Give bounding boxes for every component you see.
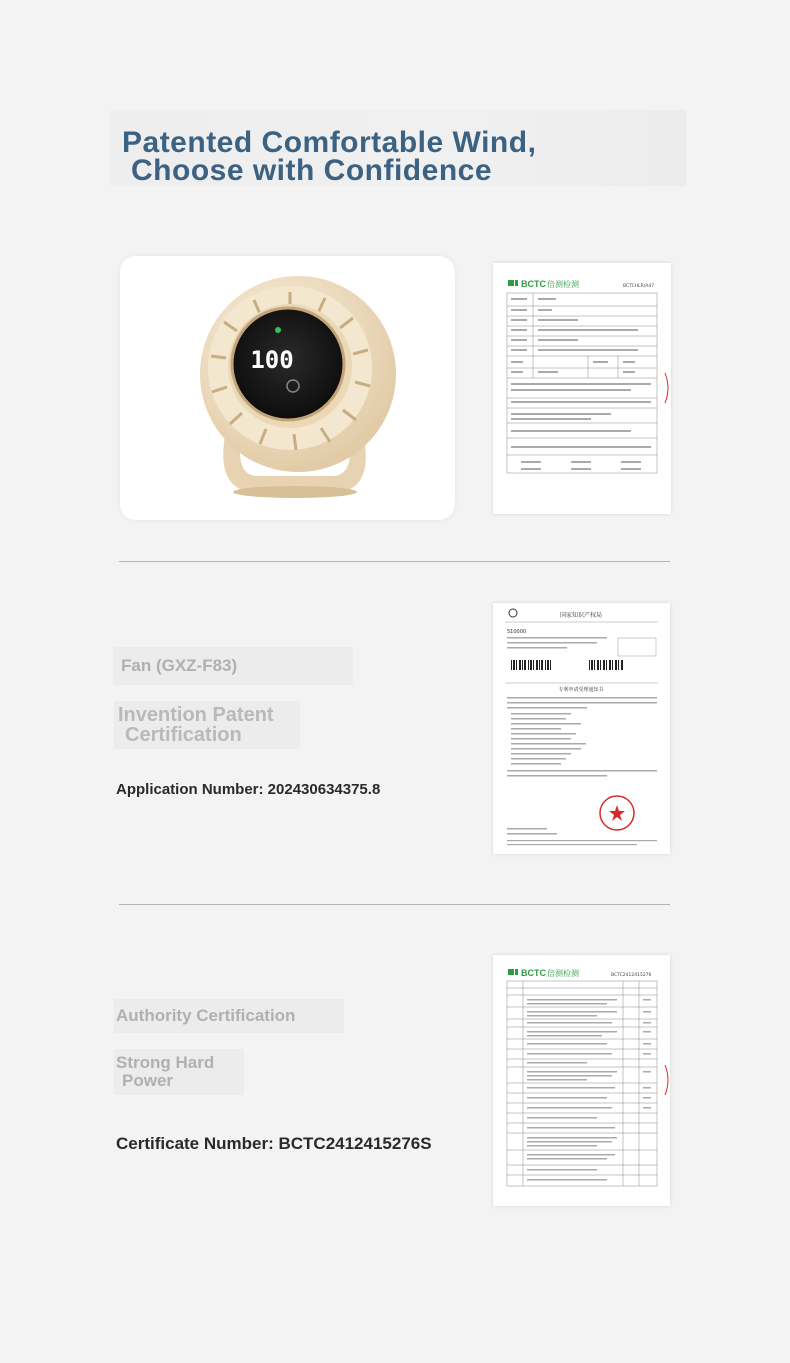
authority-cert-label: Authority Certification <box>116 1006 296 1025</box>
patent-cert-title-line-2: Certification <box>125 724 242 746</box>
fan-illustration <box>120 256 455 520</box>
patent-cert-title <box>114 701 300 749</box>
section-divider-2 <box>119 904 670 905</box>
headline-line-1: Patented Comfortable Wind, <box>122 126 537 159</box>
headline-line-2: Choose with Confidence <box>131 154 493 187</box>
patent-notice-document <box>493 603 670 854</box>
fan-display-readout: 100 <box>250 346 294 374</box>
headline-banner <box>110 110 686 186</box>
authority-cert-label-box <box>114 999 344 1033</box>
patent-doc-header: 国家知识产权局 <box>559 612 603 619</box>
patent-cert-title-line-1: Invention Patent <box>118 704 274 726</box>
cert1-code: BCTCHLR/A47 <box>623 284 655 289</box>
bctc-certificate-1 <box>493 263 671 514</box>
patent-doc-subtitle: 专利申请受理通知书 <box>558 687 604 693</box>
fan-model-label-box <box>113 647 353 685</box>
fan-model-label: Fan (GXZ-F83) <box>121 656 238 675</box>
cert1-brand: BCTC <box>521 279 546 289</box>
bctc-certificate-2 <box>493 955 670 1206</box>
cert2-code: BCTC2412415276 <box>611 973 652 978</box>
power-line-2: Power <box>122 1071 174 1090</box>
application-number: Application Number: 202430634375.8 <box>116 781 381 798</box>
cert2-brand-cn: 倍测检测 <box>547 969 579 978</box>
cert2-brand: BCTC <box>521 968 546 978</box>
power-line-1: Strong Hard <box>116 1053 215 1072</box>
strong-hard-power-box <box>114 1049 244 1095</box>
patent-doc-code: 510000 <box>507 629 527 635</box>
product-image-card <box>120 256 455 520</box>
cert1-brand-cn: 倍测检测 <box>547 280 579 289</box>
section-divider-1 <box>119 561 670 562</box>
certificate-number: Certificate Number: BCTC2412415276S <box>116 1134 432 1153</box>
